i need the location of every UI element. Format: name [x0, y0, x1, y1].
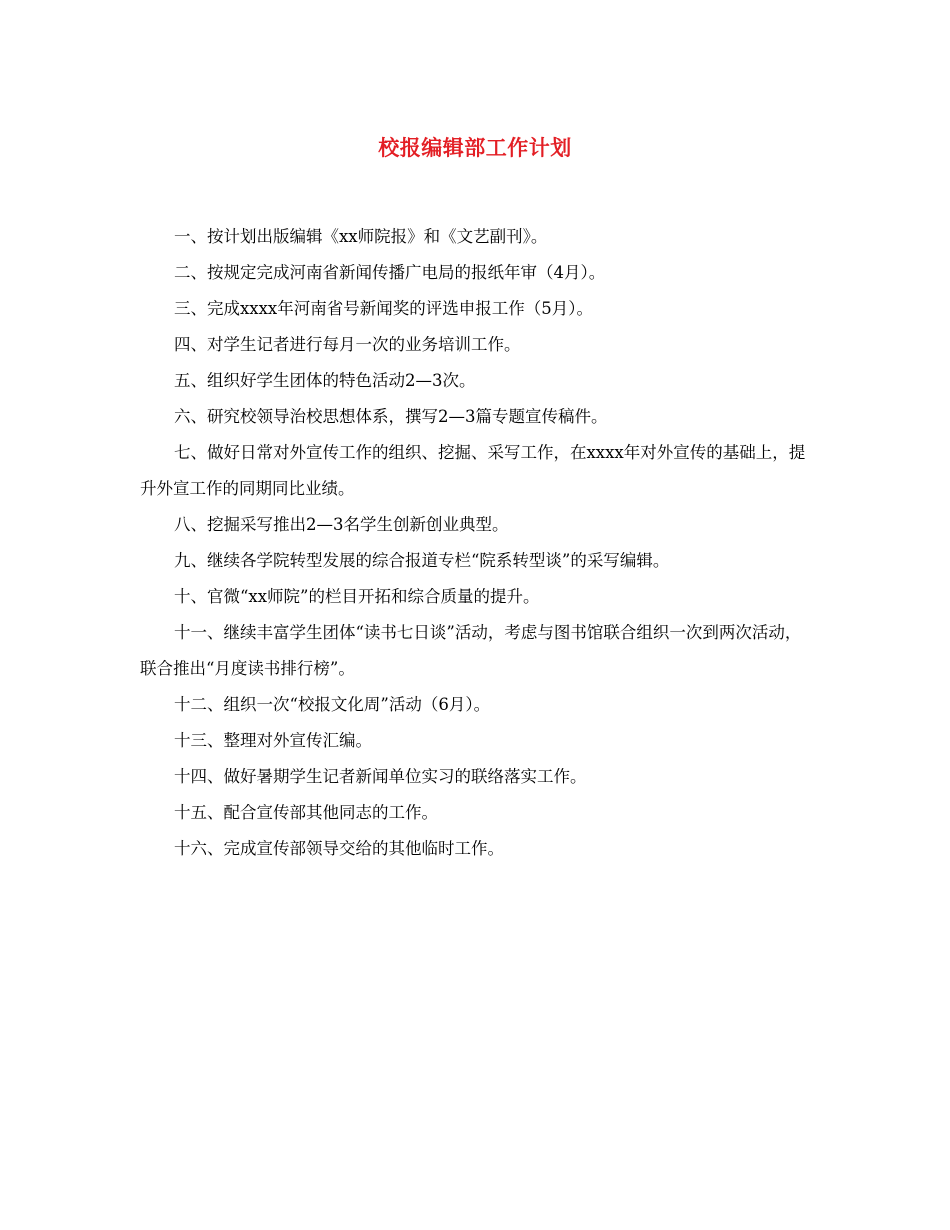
- plan-item: 七、做好日常对外宣传工作的组织、挖掘、采写工作，在xxxx年对外宣传的基础上，提升外宣工作的同期同比业绩。: [140, 443, 806, 498]
- plan-item: 十五、配合宣传部其他同志的工作。: [174, 803, 438, 822]
- plan-item: 一、按计划出版编辑《xx师院报》和《文艺副刊》。: [174, 227, 548, 246]
- plan-item: 十四、做好暑期学生记者新闻单位实习的联络落实工作。: [174, 767, 587, 786]
- plan-item: 二、按规定完成河南省新闻传播广电局的报纸年审（4月）。: [174, 263, 606, 282]
- plan-item: 九、继续各学院转型发展的综合报道专栏“院系转型谈”的采写编辑。: [174, 551, 670, 570]
- plan-item: 八、挖掘采写推出2—3名学生创新创业典型。: [174, 515, 509, 534]
- plan-item: 十、官微“xx师院”的栏目开拓和综合质量的提升。: [174, 587, 540, 606]
- plan-item: 三、完成xxxx年河南省号新闻奖的评选申报工作（5月）。: [174, 299, 593, 318]
- plan-item: 十三、整理对外宣传汇编。: [174, 731, 372, 750]
- plan-item: 五、组织好学生团体的特色活动2—3次。: [174, 371, 476, 390]
- plan-item: 四、对学生记者进行每月一次的业务培训工作。: [174, 335, 521, 354]
- plan-item: 十六、完成宣传部领导交给的其他临时工作。: [174, 839, 504, 858]
- plan-item: 六、研究校领导治校思想体系，撰写2—3篇专题宣传稿件。: [174, 407, 608, 426]
- document-body: [140, 219, 812, 867]
- plan-item: 十二、组织一次“校报文化周”活动（6月）。: [174, 695, 491, 714]
- document-title: 校报编辑部工作计划: [378, 135, 572, 160]
- plan-item: 十一、继续丰富学生团体“读书七日谈”活动，考虑与图书馆联合组织一次到两次活动，联合推出“月度读书排行榜”。: [140, 623, 802, 678]
